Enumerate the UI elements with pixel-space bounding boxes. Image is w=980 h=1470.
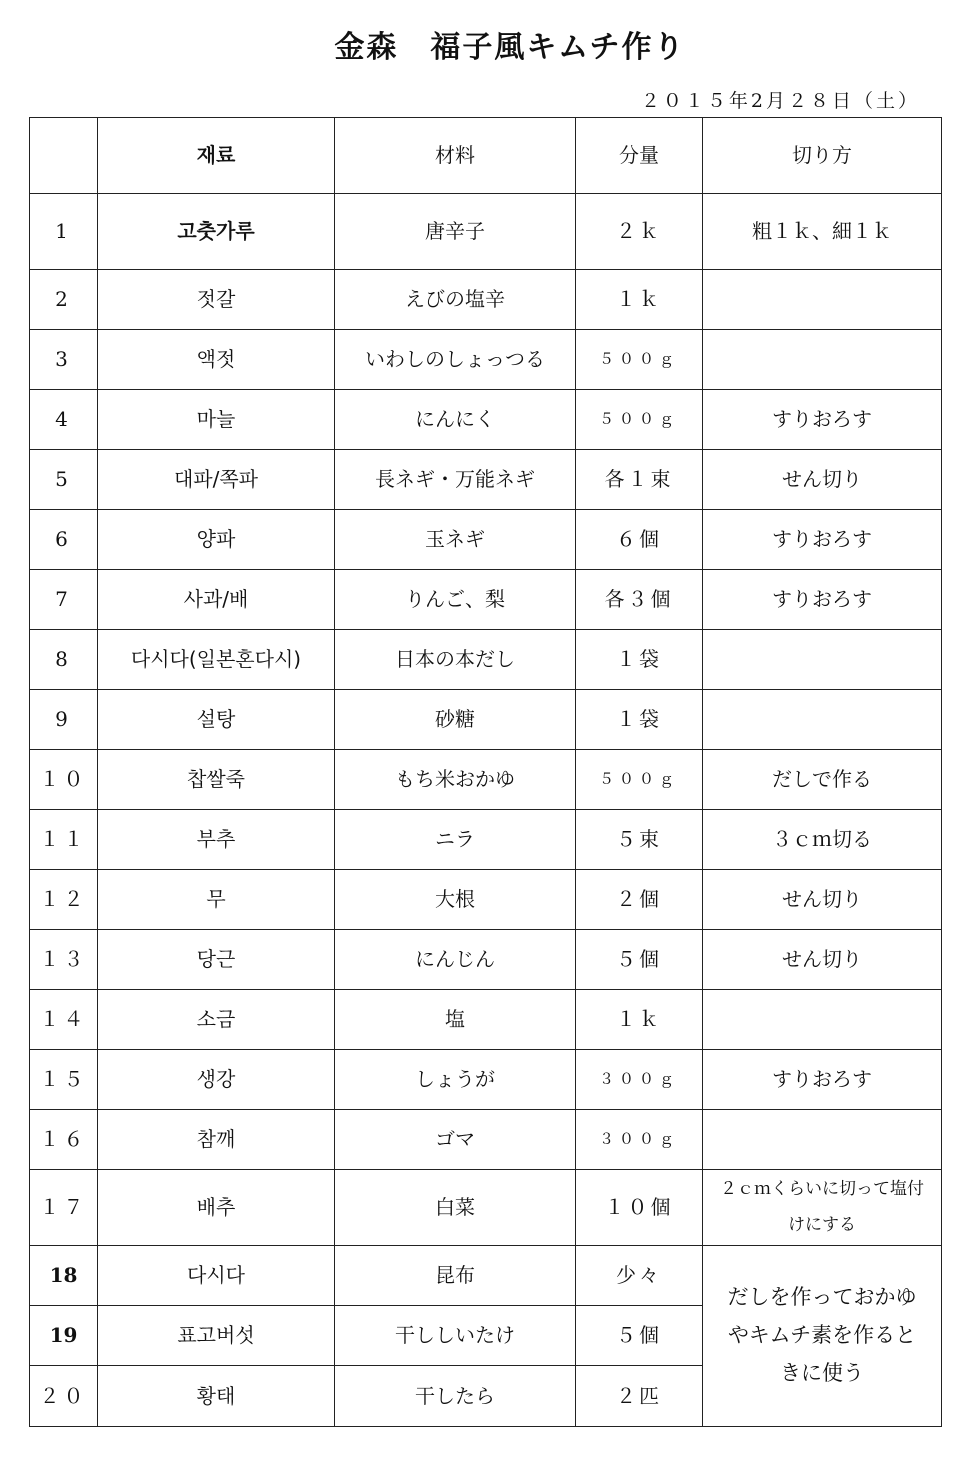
quantity: ６個 <box>576 510 703 570</box>
cut-method: せん切り <box>703 450 942 510</box>
cut-method-merged: だしを作っておかゆやキムチ素を作るときに使う <box>703 1246 942 1427</box>
quantity: 各３個 <box>576 570 703 630</box>
japanese-name: にんじん <box>335 930 576 990</box>
cut-method <box>703 690 942 750</box>
row-number: ２０ <box>30 1366 98 1427</box>
quantity: ５個 <box>576 1306 703 1366</box>
header-quantity: 分量 <box>576 118 703 194</box>
quantity: ２ｋ <box>576 194 703 270</box>
table-row <box>30 570 942 630</box>
cut-method <box>703 990 942 1050</box>
row-number: 4 <box>30 390 98 450</box>
quantity: １ｋ <box>576 990 703 1050</box>
table-row <box>30 870 942 930</box>
quantity: ５００ｇ <box>576 750 703 810</box>
row-number: １４ <box>30 990 98 1050</box>
japanese-name: りんご、梨 <box>335 570 576 630</box>
quantity: １袋 <box>576 630 703 690</box>
row-number: １２ <box>30 870 98 930</box>
quantity: １０個 <box>576 1170 703 1246</box>
korean-name: 고춧가루 <box>98 194 335 270</box>
quantity: 各１束 <box>576 450 703 510</box>
quantity: ５００ｇ <box>576 390 703 450</box>
quantity: ２匹 <box>576 1366 703 1427</box>
cut-method <box>703 330 942 390</box>
quantity: ３００ｇ <box>576 1110 703 1170</box>
row-number: １５ <box>30 1050 98 1110</box>
header-korean: 재료 <box>98 118 335 194</box>
table-row <box>30 1110 942 1170</box>
japanese-name: ニラ <box>335 810 576 870</box>
row-number: 3 <box>30 330 98 390</box>
table-row <box>30 270 942 330</box>
cut-method <box>703 1110 942 1170</box>
table-row <box>30 630 942 690</box>
japanese-name: 長ネギ・万能ネギ <box>335 450 576 510</box>
cut-method: 粗１ｋ、細１ｋ <box>703 194 942 270</box>
table-row <box>30 1170 942 1246</box>
japanese-name: にんにく <box>335 390 576 450</box>
japanese-name: 唐辛子 <box>335 194 576 270</box>
korean-name: 액젓 <box>98 330 335 390</box>
row-number: 9 <box>30 690 98 750</box>
korean-name: 대파/쪽파 <box>98 450 335 510</box>
korean-name: 무 <box>98 870 335 930</box>
japanese-name: もち米おかゆ <box>335 750 576 810</box>
korean-name: 당근 <box>98 930 335 990</box>
japanese-name: えびの塩辛 <box>335 270 576 330</box>
row-number: 1 <box>30 194 98 270</box>
row-number: １６ <box>30 1110 98 1170</box>
row-number: １７ <box>30 1170 98 1246</box>
cut-method <box>703 630 942 690</box>
japanese-name: 干ししいたけ <box>335 1306 576 1366</box>
row-number: 6 <box>30 510 98 570</box>
table-row <box>30 810 942 870</box>
header-number <box>30 118 98 194</box>
korean-name: 참깨 <box>98 1110 335 1170</box>
korean-name: 설탕 <box>98 690 335 750</box>
table-row <box>30 1050 942 1110</box>
japanese-name: 昆布 <box>335 1246 576 1306</box>
quantity: １袋 <box>576 690 703 750</box>
japanese-name: 砂糖 <box>335 690 576 750</box>
japanese-name: 日本の本だし <box>335 630 576 690</box>
table-row <box>30 510 942 570</box>
korean-name: 양파 <box>98 510 335 570</box>
korean-name: 생강 <box>98 1050 335 1110</box>
row-number: 8 <box>30 630 98 690</box>
quantity: 少々 <box>576 1246 703 1306</box>
quantity: ３００ｇ <box>576 1050 703 1110</box>
cut-method: せん切り <box>703 870 942 930</box>
cut-method: ３ｃｍ切る <box>703 810 942 870</box>
japanese-name: いわしのしょっつる <box>335 330 576 390</box>
japanese-name: しょうが <box>335 1050 576 1110</box>
cut-method <box>703 270 942 330</box>
japanese-name: 干したら <box>335 1366 576 1427</box>
row-number: 19 <box>30 1306 98 1366</box>
header-cut: 切り方 <box>703 118 942 194</box>
table-row <box>30 450 942 510</box>
row-number: 2 <box>30 270 98 330</box>
table-row <box>30 330 942 390</box>
row-number: １０ <box>30 750 98 810</box>
japanese-name: 白菜 <box>335 1170 576 1246</box>
japanese-name: ゴマ <box>335 1110 576 1170</box>
korean-name: 찹쌀죽 <box>98 750 335 810</box>
document-date: ２０１５年2月２８日（土） <box>640 90 920 112</box>
korean-name: 마늘 <box>98 390 335 450</box>
quantity: １ｋ <box>576 270 703 330</box>
page-title: 金森 福子風キムチ作り <box>334 30 686 65</box>
row-number: 18 <box>30 1246 98 1306</box>
korean-name: 표고버섯 <box>98 1306 335 1366</box>
korean-name: 배추 <box>98 1170 335 1246</box>
row-number: １３ <box>30 930 98 990</box>
cut-method: すりおろす <box>703 510 942 570</box>
cut-method: すりおろす <box>703 570 942 630</box>
japanese-name: 塩 <box>335 990 576 1050</box>
japanese-name: 玉ネギ <box>335 510 576 570</box>
cut-method: だしで作る <box>703 750 942 810</box>
cut-method: すりおろす <box>703 1050 942 1110</box>
table-row <box>30 194 942 270</box>
table-row <box>30 690 942 750</box>
row-number: 5 <box>30 450 98 510</box>
quantity: ２個 <box>576 870 703 930</box>
cut-method: ２ｃｍくらいに切って塩付けにする <box>703 1170 942 1246</box>
table-row <box>30 390 942 450</box>
korean-name: 부추 <box>98 810 335 870</box>
quantity: ５個 <box>576 930 703 990</box>
table-header-row <box>30 118 942 194</box>
japanese-name: 大根 <box>335 870 576 930</box>
korean-name: 젓갈 <box>98 270 335 330</box>
table-row <box>30 1246 942 1306</box>
table-row <box>30 750 942 810</box>
korean-name: 다시다 <box>98 1246 335 1306</box>
cut-method: せん切り <box>703 930 942 990</box>
quantity: ５００ｇ <box>576 330 703 390</box>
row-number: １１ <box>30 810 98 870</box>
header-japanese: 材料 <box>335 118 576 194</box>
korean-name: 다시다(일본혼다시) <box>98 630 335 690</box>
table-row <box>30 930 942 990</box>
quantity: ５束 <box>576 810 703 870</box>
korean-name: 사과/배 <box>98 570 335 630</box>
ingredients-table <box>29 117 942 1427</box>
cut-method: すりおろす <box>703 390 942 450</box>
table-row <box>30 990 942 1050</box>
row-number: 7 <box>30 570 98 630</box>
korean-name: 황태 <box>98 1366 335 1427</box>
korean-name: 소금 <box>98 990 335 1050</box>
